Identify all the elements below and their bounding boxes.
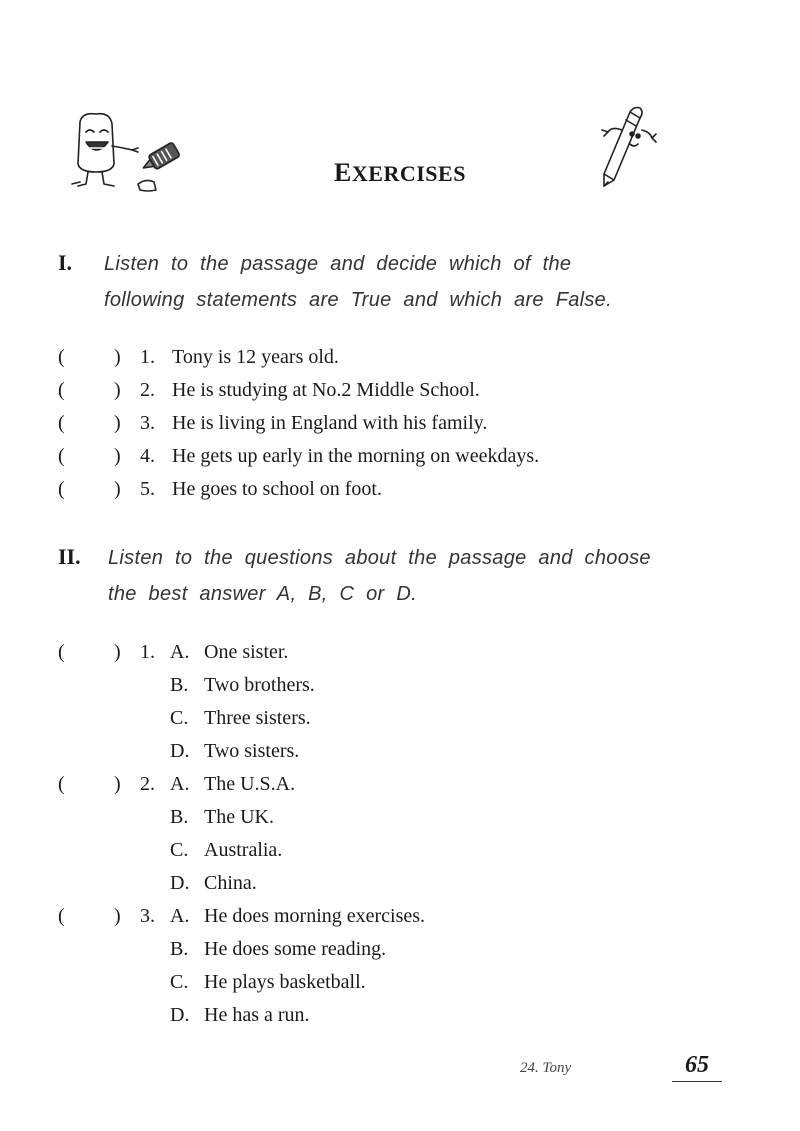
answer-blank-open[interactable]: (: [58, 445, 65, 467]
option-letter: D.: [170, 1004, 190, 1026]
answer-blank-open[interactable]: (: [58, 379, 65, 401]
answer-blank-open[interactable]: (: [58, 773, 65, 795]
option-letter: B.: [170, 674, 189, 696]
page-number: 65: [672, 1052, 722, 1082]
item-statement: Tony is 12 years old.: [172, 346, 339, 368]
option-text: He plays basketball.: [204, 971, 366, 993]
option-letter: B.: [170, 806, 189, 828]
title-initial: E: [334, 158, 352, 187]
section-1-heading: [58, 246, 698, 326]
answer-blank-close: ): [114, 641, 121, 663]
option-text: He has a run.: [204, 1004, 310, 1026]
option-letter: C.: [170, 971, 189, 993]
option-letter: D.: [170, 740, 190, 762]
answer-blank-close: ): [114, 905, 121, 927]
option-text: One sister.: [204, 641, 289, 663]
question-number: 2.: [140, 773, 155, 795]
section-2-instruction: [108, 540, 688, 612]
answer-blank-open[interactable]: (: [58, 905, 65, 927]
question-number: 3.: [140, 905, 155, 927]
option-text: China.: [204, 872, 257, 894]
item-number: 5.: [140, 478, 155, 500]
question-number: 1.: [140, 641, 155, 663]
option-text: He does some reading.: [204, 938, 387, 960]
section-1-instruction: [104, 246, 684, 318]
section-1-instruction-line-2: following statements are True and which are False.: [104, 289, 612, 311]
title-rest: XERCISES: [351, 161, 466, 186]
item-number: 3.: [140, 412, 155, 434]
section-2-instruction-line-1: Listen to the questions about the passage and choose: [108, 547, 651, 569]
item-statement: He is studying at No.2 Middle School.: [172, 379, 480, 401]
cartoon-pencil-icon: [590, 104, 660, 194]
option-text: Two sisters.: [204, 740, 300, 762]
chapter-label: 24. Tony: [520, 1060, 572, 1076]
item-statement: He is living in England with his family.: [172, 412, 488, 434]
answer-blank-close: ): [114, 773, 121, 795]
option-letter: A.: [170, 905, 190, 927]
option-text: He does morning exercises.: [204, 905, 426, 927]
option-letter: C.: [170, 707, 189, 729]
answer-blank-close: ): [114, 445, 121, 467]
option-letter: C.: [170, 839, 189, 861]
item-statement: He gets up early in the morning on weekdays.: [172, 445, 540, 467]
section-2-instruction-line-2: the best answer A, B, C or D.: [108, 583, 417, 605]
answer-blank-close: ): [114, 478, 121, 500]
section-2-number: II.: [58, 544, 81, 569]
option-letter: D.: [170, 872, 190, 894]
option-text: Australia.: [204, 839, 283, 861]
answer-blank-open[interactable]: (: [58, 346, 65, 368]
option-text: Three sisters.: [204, 707, 311, 729]
option-letter: B.: [170, 938, 189, 960]
option-letter: A.: [170, 641, 190, 663]
option-text: The U.S.A.: [204, 773, 296, 795]
answer-blank-open[interactable]: (: [58, 412, 65, 434]
section-2-heading: [58, 540, 698, 620]
item-statement: He goes to school on foot.: [172, 478, 382, 500]
answer-blank-close: ): [114, 346, 121, 368]
page-title: [0, 158, 800, 188]
item-number: 2.: [140, 379, 155, 401]
option-text: The UK.: [204, 806, 274, 828]
item-number: 1.: [140, 346, 155, 368]
answer-blank-open[interactable]: (: [58, 641, 65, 663]
answer-blank-close: ): [114, 412, 121, 434]
section-1-number: I.: [58, 250, 73, 275]
item-number: 4.: [140, 445, 155, 467]
option-letter: A.: [170, 773, 190, 795]
option-text: Two brothers.: [204, 674, 315, 696]
answer-blank-open[interactable]: (: [58, 478, 65, 500]
section-1-instruction-line-1: Listen to the passage and decide which of the: [104, 253, 572, 275]
answer-blank-close: ): [114, 379, 121, 401]
